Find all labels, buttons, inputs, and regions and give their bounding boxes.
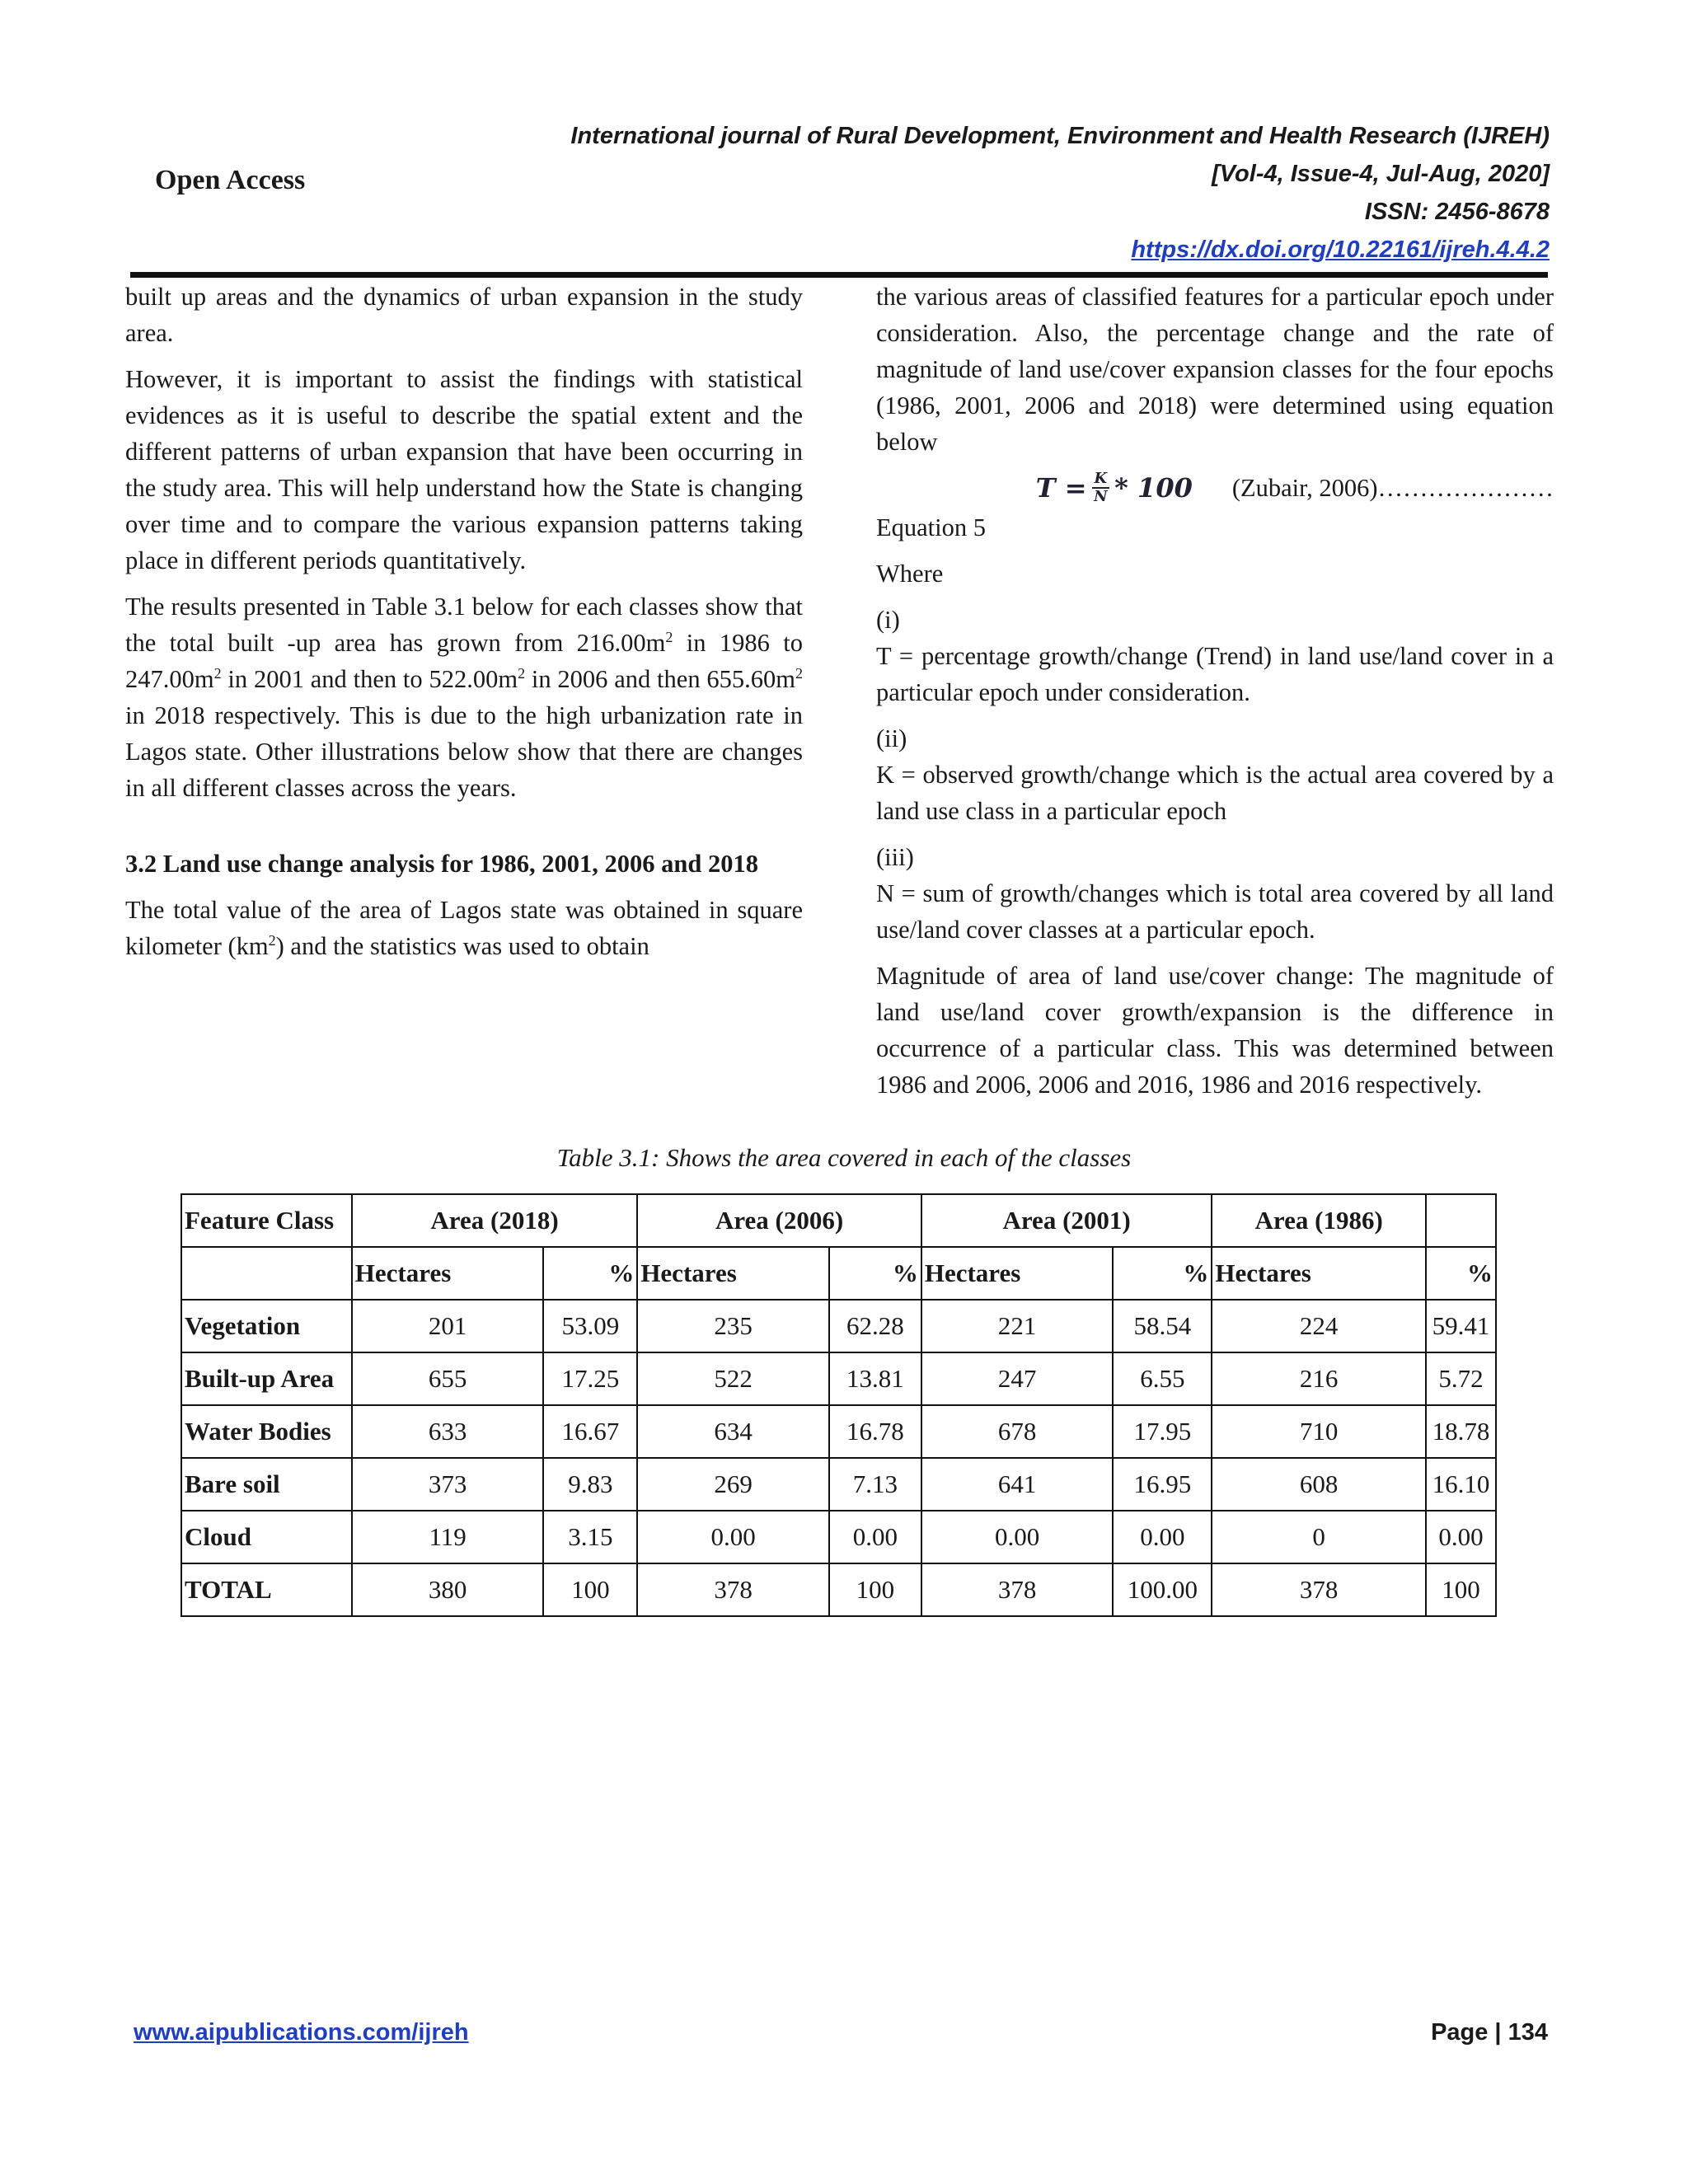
table-cell: 62.28 <box>829 1300 921 1352</box>
table-cell: 0.00 <box>1113 1511 1212 1563</box>
table-cell: 7.13 <box>829 1458 921 1511</box>
table-cell: 373 <box>352 1458 544 1511</box>
equation-formula: T = $\frac{K}{N}$ * 100 <box>1035 470 1193 505</box>
definition-item-ii: (ii) K = observed growth/change which is the actual area covered by a land use class in a particular epoch <box>876 724 1554 825</box>
left-paragraph-3: The results presented in Table 3.1 below for each classes show that the total built -up area has grown from $216.00m^2$ in 1986 to $247.00m^2$ in 2001 and then to $522.00m^2$ in 2006 and then $655.60m^2$ in 2018 respectively. This is due to the high urbanization rate in Lagos state. Other illustrations below show that there are changes in all different classes across the years. <box>125 593 803 802</box>
table-cell: 3.15 <box>543 1511 637 1563</box>
equation-citation: (Zubair, 2006)………………… <box>1231 474 1554 502</box>
table-cell: 378 <box>637 1563 829 1616</box>
table-cell: 5.72 <box>1426 1352 1496 1405</box>
table-cell: 13.81 <box>829 1352 921 1405</box>
table-cell: 0 <box>1212 1511 1426 1563</box>
table-cell: 378 <box>1212 1563 1426 1616</box>
right-column <box>876 279 1554 1113</box>
journal-title: International journal of Rural Development, Environment and Health Research (IJREH) <box>570 123 1550 149</box>
header-area-2018: Area (2018) <box>352 1194 638 1247</box>
table-cell: 16.78 <box>829 1405 921 1458</box>
table-cell: 100.00 <box>1113 1563 1212 1616</box>
section-heading: 3.2 Land use change analysis for 1986, 2001, 2006 and 2018 <box>125 850 758 878</box>
table-cell: 269 <box>637 1458 829 1511</box>
where-label: Where <box>876 560 944 588</box>
table-cell: 16.95 <box>1113 1458 1212 1511</box>
header-feature-class: Feature Class <box>181 1194 352 1247</box>
header-area-2006: Area (2006) <box>637 1194 921 1247</box>
table-cell: 216 <box>1212 1352 1426 1405</box>
table-cell: 608 <box>1212 1458 1426 1511</box>
table-cell: 247 <box>921 1352 1114 1405</box>
table-cell: 221 <box>921 1300 1114 1352</box>
table-cell: 378 <box>921 1563 1114 1616</box>
journal-volume: [Vol-4, Issue-4, Jul-Aug, 2020] <box>1212 161 1550 187</box>
header-percent: % <box>543 1247 637 1300</box>
header-area-2001: Area (2001) <box>921 1194 1212 1247</box>
table-cell: 58.54 <box>1113 1300 1212 1352</box>
table-cell: 0.00 <box>637 1511 829 1563</box>
header-hectares: Hectares <box>352 1247 544 1300</box>
equation-label: Equation 5 <box>876 513 986 541</box>
table-cell: 100 <box>1426 1563 1496 1616</box>
table-cell: 53.09 <box>543 1300 637 1352</box>
table-cell: 678 <box>921 1405 1114 1458</box>
header-hectares: Hectares <box>637 1247 829 1300</box>
table-cell: 59.41 <box>1426 1300 1496 1352</box>
left-column <box>125 279 803 974</box>
definition-item-iii: (iii) N = sum of growth/changes which is total area covered by all land use/land cover classes at a particular epoch. <box>876 843 1554 944</box>
table-cell: 17.95 <box>1113 1405 1212 1458</box>
page-number: Page | 134 <box>1431 2019 1548 2046</box>
right-paragraph-1: the various areas of classified features for a particular epoch under consideration. Also, the percentage change and the rate of magnitude of land use/cover expansion classes for the four epochs (1986, 2001, 2006 and 2018) were determined using equation below <box>876 283 1554 456</box>
table-cell: 224 <box>1212 1300 1426 1352</box>
table-cell: 17.25 <box>543 1352 637 1405</box>
equation-line <box>876 470 1554 506</box>
table-row <box>181 1300 1496 1352</box>
table-cell: 0.00 <box>921 1511 1114 1563</box>
magnitude-paragraph: Magnitude of area of land use/cover change: The magnitude of land use/land cover growth/expansion is the difference in occurrence of a particular class. This was determined between 1986 and 2006, 2006 and 2016, 1986 and 2016 respectively. <box>876 962 1554 1099</box>
footer-url-link[interactable]: www.aipublications.com/ijreh <box>134 2019 469 2046</box>
table-header-row-2 <box>181 1247 1496 1300</box>
table-caption: Table 3.1: Shows the area covered in each of the classes <box>556 1143 1132 1172</box>
open-access-label: Open Access <box>155 165 306 195</box>
table-cell: 641 <box>921 1458 1114 1511</box>
table-cell <box>181 1247 352 1300</box>
table-cell: 522 <box>637 1352 829 1405</box>
header-rule <box>130 272 1548 278</box>
row-label: Water Bodies <box>181 1405 352 1458</box>
header-percent: % <box>1426 1247 1496 1300</box>
row-label: Built-up Area <box>181 1352 352 1405</box>
table-row <box>181 1563 1496 1616</box>
definition-item-i: (i) T = percentage growth/change (Trend) in land use/land cover in a particular epoch under consideration. <box>876 606 1554 706</box>
table-cell: 380 <box>352 1563 544 1616</box>
table-cell: 655 <box>352 1352 544 1405</box>
left-paragraph-4: The total value of the area of Lagos state was obtained in square kilometer $(km^2)$ and the statistics was used to obtain <box>125 896 803 960</box>
table-cell: 119 <box>352 1511 544 1563</box>
table-row <box>181 1458 1496 1511</box>
table-cell: 9.83 <box>543 1458 637 1511</box>
left-paragraph-2: However, it is important to assist the findings with statistical evidences as it is useful to describe the spatial extent and the different patterns of urban expansion that have been occurring in the study area. This will help understand how the State is changing over time and to compare the various expansion patterns taking place in different periods quantitatively. <box>125 365 803 574</box>
table-cell: 0.00 <box>1426 1511 1496 1563</box>
left-paragraph-1: built up areas and the dynamics of urban expansion in the study area. <box>125 283 803 347</box>
table-cell: 634 <box>637 1405 829 1458</box>
table-cell: 710 <box>1212 1405 1426 1458</box>
table-cell: 6.55 <box>1113 1352 1212 1405</box>
row-label: Bare soil <box>181 1458 352 1511</box>
table-row <box>181 1511 1496 1563</box>
table-cell: 633 <box>352 1405 544 1458</box>
table-cell: 235 <box>637 1300 829 1352</box>
header-area-1986: Area (1986) <box>1212 1194 1426 1247</box>
row-label: Vegetation <box>181 1300 352 1352</box>
row-label: TOTAL <box>181 1563 352 1616</box>
table-cell: 100 <box>829 1563 921 1616</box>
header-percent: % <box>1113 1247 1212 1300</box>
table-cell: 201 <box>352 1300 544 1352</box>
header-empty <box>1426 1194 1496 1247</box>
table-header-row-1 <box>181 1194 1496 1247</box>
table-row <box>181 1352 1496 1405</box>
doi-link[interactable]: https://dx.doi.org/10.22161/ijreh.4.4.2 <box>1131 237 1550 263</box>
table-cell: 16.10 <box>1426 1458 1496 1511</box>
header-hectares: Hectares <box>921 1247 1114 1300</box>
journal-header <box>313 117 1550 269</box>
table-cell: 16.67 <box>543 1405 637 1458</box>
journal-issn: ISSN: 2456-8678 <box>1364 199 1550 225</box>
header-hectares: Hectares <box>1212 1247 1426 1300</box>
area-table <box>181 1193 1497 1617</box>
table-cell: 18.78 <box>1426 1405 1496 1458</box>
row-label: Cloud <box>181 1511 352 1563</box>
table-cell: 0.00 <box>829 1511 921 1563</box>
table-row <box>181 1405 1496 1458</box>
table-cell: 100 <box>543 1563 637 1616</box>
header-percent: % <box>829 1247 921 1300</box>
